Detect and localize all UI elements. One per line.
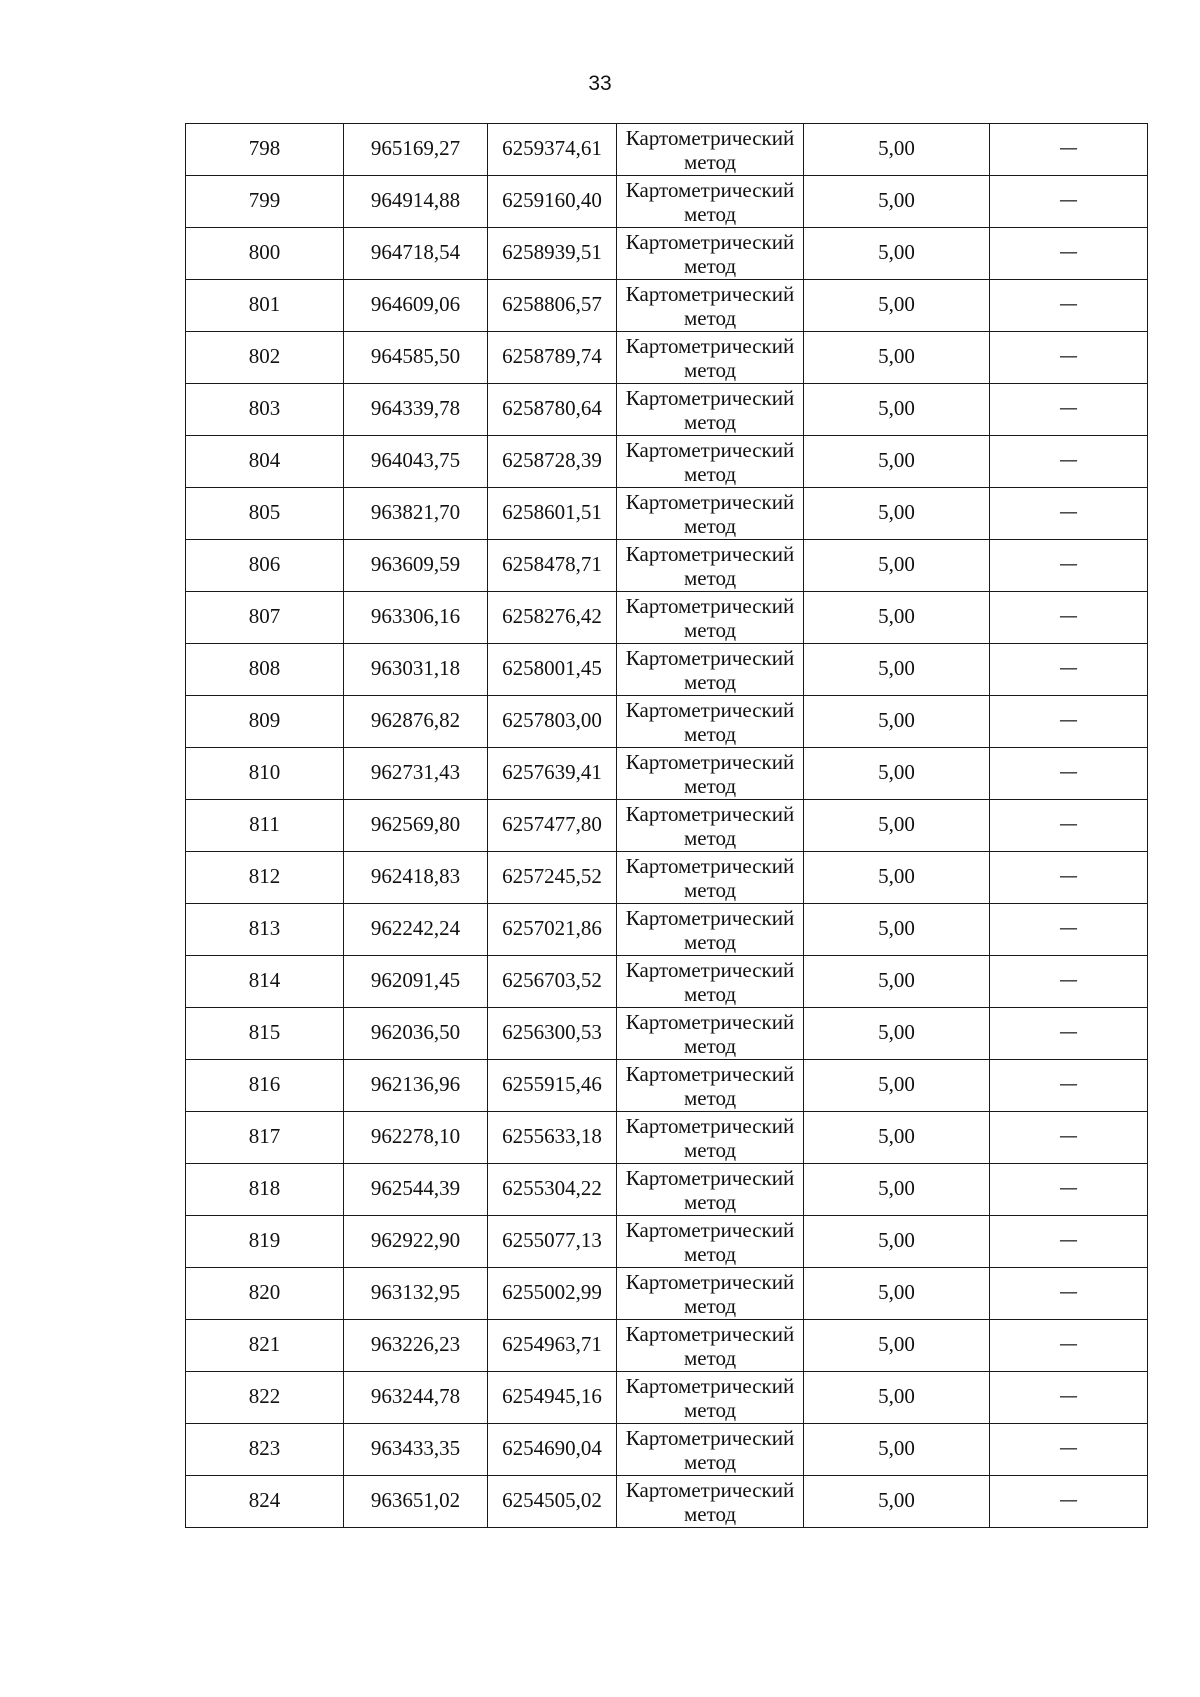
x-coordinate-cell: 963306,16 (344, 592, 488, 644)
table-row (186, 592, 1148, 644)
point-number-cell: 815 (186, 1008, 344, 1060)
table-row (186, 124, 1148, 176)
method-line-1: Картометрический (625, 698, 795, 722)
accuracy-cell: 5,00 (804, 488, 990, 540)
method-cell (617, 1216, 804, 1268)
x-coordinate-cell: 962036,50 (344, 1008, 488, 1060)
method-line-2: метод (683, 1242, 737, 1266)
method-line-2: метод (683, 410, 737, 434)
note-cell: — (990, 436, 1148, 488)
method-line-2: метод (683, 982, 737, 1006)
accuracy-cell: 5,00 (804, 1164, 990, 1216)
note-cell: — (990, 1320, 1148, 1372)
note-cell: — (990, 696, 1148, 748)
coordinates-table-body (186, 124, 1148, 1528)
x-coordinate-cell: 962278,10 (344, 1112, 488, 1164)
method-cell (617, 956, 804, 1008)
method-cell (617, 1372, 804, 1424)
method-line-1: Картометрический (625, 1374, 795, 1398)
table-row (186, 1112, 1148, 1164)
note-cell: — (990, 332, 1148, 384)
method-cell (617, 176, 804, 228)
method-line-1: Картометрический (625, 1062, 795, 1086)
table-row (186, 228, 1148, 280)
table-row (186, 1424, 1148, 1476)
y-coordinate-cell: 6258478,71 (488, 540, 617, 592)
point-number-cell: 810 (186, 748, 344, 800)
accuracy-cell: 5,00 (804, 904, 990, 956)
method-line-2: метод (683, 514, 737, 538)
method-line-1: Картометрический (625, 542, 795, 566)
method-line-1: Картометрический (625, 1426, 795, 1450)
x-coordinate-cell: 963651,02 (344, 1476, 488, 1528)
accuracy-cell: 5,00 (804, 852, 990, 904)
method-line-2: метод (683, 150, 737, 174)
y-coordinate-cell: 6255633,18 (488, 1112, 617, 1164)
accuracy-cell: 5,00 (804, 1216, 990, 1268)
accuracy-cell: 5,00 (804, 384, 990, 436)
point-number-cell: 820 (186, 1268, 344, 1320)
accuracy-cell: 5,00 (804, 1060, 990, 1112)
x-coordinate-cell: 962418,83 (344, 852, 488, 904)
note-cell: — (990, 852, 1148, 904)
note-cell: — (990, 1476, 1148, 1528)
y-coordinate-cell: 6258939,51 (488, 228, 617, 280)
method-line-1: Картометрический (625, 1322, 795, 1346)
x-coordinate-cell: 962242,24 (344, 904, 488, 956)
accuracy-cell: 5,00 (804, 696, 990, 748)
accuracy-cell: 5,00 (804, 176, 990, 228)
method-line-2: метод (683, 254, 737, 278)
y-coordinate-cell: 6258789,74 (488, 332, 617, 384)
accuracy-cell: 5,00 (804, 124, 990, 176)
note-cell: — (990, 748, 1148, 800)
note-cell: — (990, 800, 1148, 852)
method-line-1: Картометрический (625, 438, 795, 462)
x-coordinate-cell: 964609,06 (344, 280, 488, 332)
y-coordinate-cell: 6255304,22 (488, 1164, 617, 1216)
method-line-2: метод (683, 930, 737, 954)
x-coordinate-cell: 962136,96 (344, 1060, 488, 1112)
method-cell (617, 696, 804, 748)
method-line-2: метод (683, 566, 737, 590)
method-line-2: метод (683, 1138, 737, 1162)
x-coordinate-cell: 964914,88 (344, 176, 488, 228)
method-line-1: Картометрический (625, 854, 795, 878)
point-number-cell: 805 (186, 488, 344, 540)
note-cell: — (990, 1372, 1148, 1424)
table-row (186, 540, 1148, 592)
method-cell (617, 1164, 804, 1216)
y-coordinate-cell: 6258728,39 (488, 436, 617, 488)
x-coordinate-cell: 962731,43 (344, 748, 488, 800)
accuracy-cell: 5,00 (804, 228, 990, 280)
x-coordinate-cell: 965169,27 (344, 124, 488, 176)
x-coordinate-cell: 964718,54 (344, 228, 488, 280)
note-cell: — (990, 1008, 1148, 1060)
note-cell: — (990, 904, 1148, 956)
point-number-cell: 799 (186, 176, 344, 228)
y-coordinate-cell: 6257245,52 (488, 852, 617, 904)
note-cell: — (990, 644, 1148, 696)
method-cell (617, 800, 804, 852)
coordinates-table (185, 123, 1148, 1528)
method-cell (617, 592, 804, 644)
point-number-cell: 823 (186, 1424, 344, 1476)
accuracy-cell: 5,00 (804, 1112, 990, 1164)
y-coordinate-cell: 6256703,52 (488, 956, 617, 1008)
method-line-1: Картометрический (625, 1010, 795, 1034)
point-number-cell: 819 (186, 1216, 344, 1268)
point-number-cell: 806 (186, 540, 344, 592)
method-line-1: Картометрический (625, 126, 795, 150)
note-cell: — (990, 280, 1148, 332)
method-line-1: Картометрический (625, 906, 795, 930)
x-coordinate-cell: 963609,59 (344, 540, 488, 592)
accuracy-cell: 5,00 (804, 436, 990, 488)
x-coordinate-cell: 963433,35 (344, 1424, 488, 1476)
note-cell: — (990, 1112, 1148, 1164)
method-line-1: Картометрический (625, 230, 795, 254)
method-cell (617, 1476, 804, 1528)
table-row (186, 280, 1148, 332)
point-number-cell: 800 (186, 228, 344, 280)
y-coordinate-cell: 6258601,51 (488, 488, 617, 540)
point-number-cell: 816 (186, 1060, 344, 1112)
y-coordinate-cell: 6259160,40 (488, 176, 617, 228)
y-coordinate-cell: 6258780,64 (488, 384, 617, 436)
method-line-1: Картометрический (625, 802, 795, 826)
method-line-1: Картометрический (625, 1114, 795, 1138)
table-row (186, 1164, 1148, 1216)
y-coordinate-cell: 6254690,04 (488, 1424, 617, 1476)
y-coordinate-cell: 6256300,53 (488, 1008, 617, 1060)
method-cell (617, 384, 804, 436)
method-line-2: метод (683, 1398, 737, 1422)
note-cell: — (990, 592, 1148, 644)
method-line-1: Картометрический (625, 594, 795, 618)
point-number-cell: 809 (186, 696, 344, 748)
x-coordinate-cell: 962091,45 (344, 956, 488, 1008)
method-line-2: метод (683, 462, 737, 486)
x-coordinate-cell: 962569,80 (344, 800, 488, 852)
method-cell (617, 280, 804, 332)
accuracy-cell: 5,00 (804, 280, 990, 332)
method-line-1: Картометрический (625, 282, 795, 306)
point-number-cell: 801 (186, 280, 344, 332)
point-number-cell: 811 (186, 800, 344, 852)
note-cell: — (990, 1216, 1148, 1268)
x-coordinate-cell: 963244,78 (344, 1372, 488, 1424)
y-coordinate-cell: 6257639,41 (488, 748, 617, 800)
accuracy-cell: 5,00 (804, 644, 990, 696)
method-line-1: Картометрический (625, 1270, 795, 1294)
note-cell: — (990, 228, 1148, 280)
method-line-2: метод (683, 306, 737, 330)
table-row (186, 748, 1148, 800)
y-coordinate-cell: 6258276,42 (488, 592, 617, 644)
accuracy-cell: 5,00 (804, 1268, 990, 1320)
method-cell (617, 540, 804, 592)
x-coordinate-cell: 964043,75 (344, 436, 488, 488)
point-number-cell: 803 (186, 384, 344, 436)
y-coordinate-cell: 6259374,61 (488, 124, 617, 176)
point-number-cell: 818 (186, 1164, 344, 1216)
method-cell (617, 1060, 804, 1112)
method-cell (617, 1008, 804, 1060)
y-coordinate-cell: 6257021,86 (488, 904, 617, 956)
point-number-cell: 798 (186, 124, 344, 176)
point-number-cell: 802 (186, 332, 344, 384)
y-coordinate-cell: 6257803,00 (488, 696, 617, 748)
accuracy-cell: 5,00 (804, 332, 990, 384)
note-cell: — (990, 176, 1148, 228)
y-coordinate-cell: 6255002,99 (488, 1268, 617, 1320)
accuracy-cell: 5,00 (804, 1476, 990, 1528)
method-cell (617, 904, 804, 956)
point-number-cell: 821 (186, 1320, 344, 1372)
method-line-2: метод (683, 1086, 737, 1110)
point-number-cell: 812 (186, 852, 344, 904)
method-line-1: Картометрический (625, 958, 795, 982)
table-row (186, 1216, 1148, 1268)
method-line-1: Картометрический (625, 1478, 795, 1502)
table-row (186, 904, 1148, 956)
y-coordinate-cell: 6255915,46 (488, 1060, 617, 1112)
method-line-2: метод (683, 1346, 737, 1370)
method-line-2: метод (683, 826, 737, 850)
y-coordinate-cell: 6258806,57 (488, 280, 617, 332)
method-cell (617, 488, 804, 540)
method-cell (617, 852, 804, 904)
note-cell: — (990, 384, 1148, 436)
table-row (186, 1372, 1148, 1424)
x-coordinate-cell: 962922,90 (344, 1216, 488, 1268)
accuracy-cell: 5,00 (804, 956, 990, 1008)
accuracy-cell: 5,00 (804, 1372, 990, 1424)
accuracy-cell: 5,00 (804, 748, 990, 800)
table-row (186, 488, 1148, 540)
method-line-1: Картометрический (625, 750, 795, 774)
method-line-1: Картометрический (625, 490, 795, 514)
method-line-1: Картометрический (625, 1218, 795, 1242)
y-coordinate-cell: 6258001,45 (488, 644, 617, 696)
table-row (186, 176, 1148, 228)
method-line-2: метод (683, 1190, 737, 1214)
method-line-1: Картометрический (625, 334, 795, 358)
point-number-cell: 822 (186, 1372, 344, 1424)
point-number-cell: 808 (186, 644, 344, 696)
table-row (186, 1008, 1148, 1060)
method-line-1: Картометрический (625, 386, 795, 410)
method-line-2: метод (683, 618, 737, 642)
x-coordinate-cell: 963821,70 (344, 488, 488, 540)
x-coordinate-cell: 964585,50 (344, 332, 488, 384)
x-coordinate-cell: 962876,82 (344, 696, 488, 748)
x-coordinate-cell: 964339,78 (344, 384, 488, 436)
y-coordinate-cell: 6257477,80 (488, 800, 617, 852)
table-row (186, 436, 1148, 488)
x-coordinate-cell: 963132,95 (344, 1268, 488, 1320)
method-cell (617, 332, 804, 384)
table-row (186, 384, 1148, 436)
method-line-1: Картометрический (625, 178, 795, 202)
accuracy-cell: 5,00 (804, 1320, 990, 1372)
table-row (186, 696, 1148, 748)
method-line-2: метод (683, 722, 737, 746)
method-line-2: метод (683, 1450, 737, 1474)
table-row (186, 1060, 1148, 1112)
note-cell: — (990, 1268, 1148, 1320)
table-row (186, 956, 1148, 1008)
method-line-2: метод (683, 202, 737, 226)
x-coordinate-cell: 963031,18 (344, 644, 488, 696)
point-number-cell: 817 (186, 1112, 344, 1164)
accuracy-cell: 5,00 (804, 592, 990, 644)
note-cell: — (990, 1424, 1148, 1476)
accuracy-cell: 5,00 (804, 800, 990, 852)
y-coordinate-cell: 6254945,16 (488, 1372, 617, 1424)
point-number-cell: 807 (186, 592, 344, 644)
method-line-2: метод (683, 1502, 737, 1526)
table-row (186, 644, 1148, 696)
note-cell: — (990, 1060, 1148, 1112)
method-cell (617, 1268, 804, 1320)
table-row (186, 332, 1148, 384)
method-cell (617, 436, 804, 488)
method-line-2: метод (683, 358, 737, 382)
table-row (186, 800, 1148, 852)
note-cell: — (990, 488, 1148, 540)
point-number-cell: 804 (186, 436, 344, 488)
accuracy-cell: 5,00 (804, 540, 990, 592)
y-coordinate-cell: 6254963,71 (488, 1320, 617, 1372)
y-coordinate-cell: 6254505,02 (488, 1476, 617, 1528)
table-row (186, 852, 1148, 904)
note-cell: — (990, 956, 1148, 1008)
method-line-1: Картометрический (625, 1166, 795, 1190)
table-row (186, 1320, 1148, 1372)
method-line-2: метод (683, 878, 737, 902)
point-number-cell: 814 (186, 956, 344, 1008)
note-cell: — (990, 124, 1148, 176)
method-cell (617, 1112, 804, 1164)
note-cell: — (990, 1164, 1148, 1216)
method-cell (617, 1320, 804, 1372)
y-coordinate-cell: 6255077,13 (488, 1216, 617, 1268)
point-number-cell: 824 (186, 1476, 344, 1528)
method-line-1: Картометрический (625, 646, 795, 670)
accuracy-cell: 5,00 (804, 1424, 990, 1476)
method-line-2: метод (683, 670, 737, 694)
method-line-2: метод (683, 1294, 737, 1318)
method-line-2: метод (683, 1034, 737, 1058)
page-number: 33 (588, 72, 612, 95)
method-cell (617, 644, 804, 696)
x-coordinate-cell: 963226,23 (344, 1320, 488, 1372)
note-cell: — (990, 540, 1148, 592)
method-line-2: метод (683, 774, 737, 798)
x-coordinate-cell: 962544,39 (344, 1164, 488, 1216)
accuracy-cell: 5,00 (804, 1008, 990, 1060)
table-row (186, 1476, 1148, 1528)
table-row (186, 1268, 1148, 1320)
method-cell (617, 748, 804, 800)
method-cell (617, 228, 804, 280)
method-cell (617, 124, 804, 176)
point-number-cell: 813 (186, 904, 344, 956)
method-cell (617, 1424, 804, 1476)
